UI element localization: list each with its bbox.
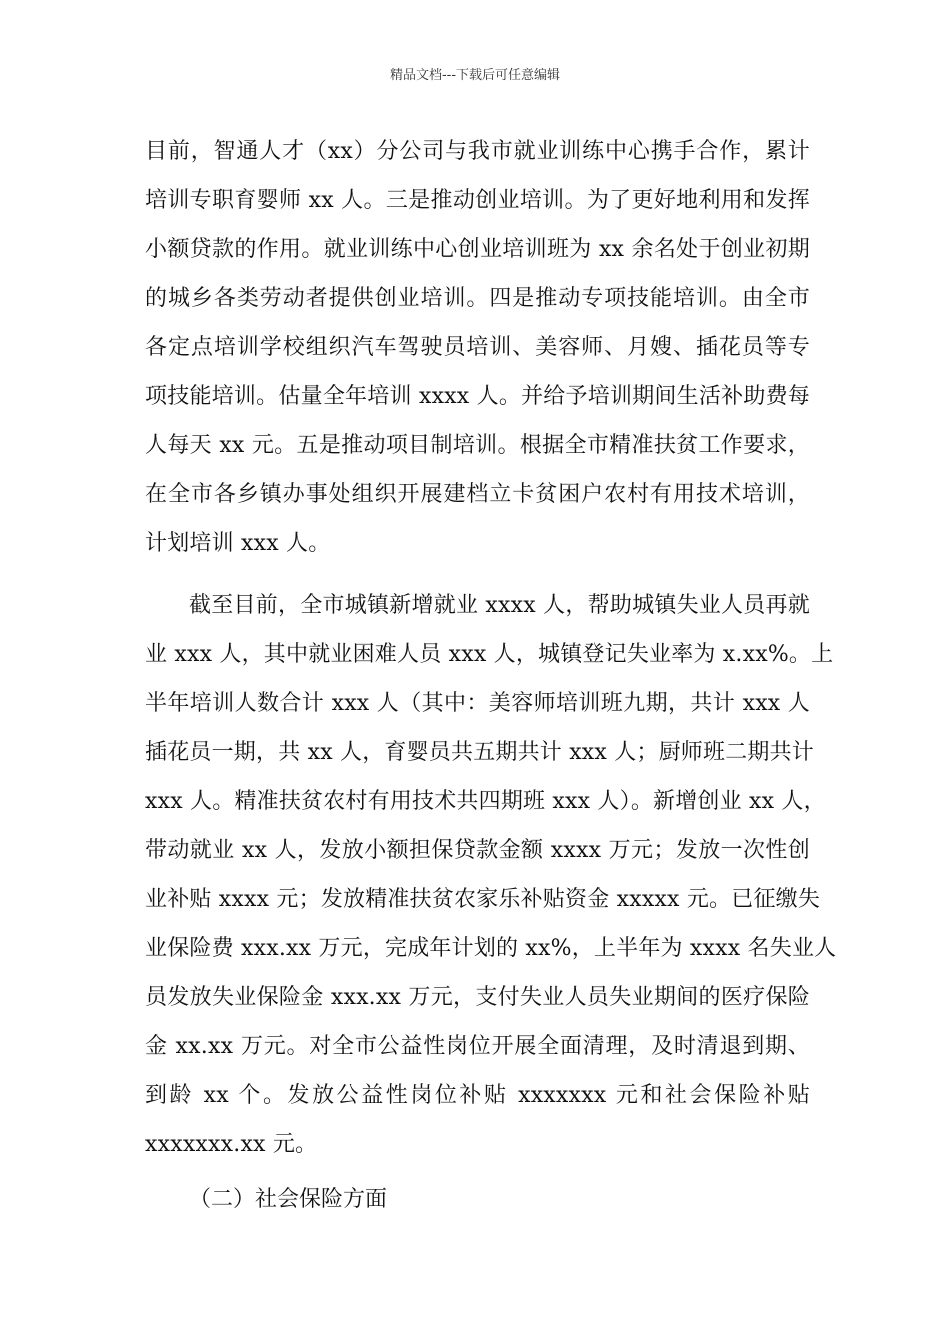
text-line: 业保险费 xxx.xx 万元，完成年计划的 xx%，上半年为 xxxx 名失业人 (145, 936, 837, 961)
text-line: xxxxxxx.xx 元。 (145, 1132, 318, 1157)
paragraph-2 (145, 581, 837, 1169)
text-line: 的城乡各类劳动者提供创业培训。四是推动专项技能培训。由全市 (145, 286, 810, 311)
text-line: 在全市各乡镇办事处组织开展建档立卡贫困户农村有用技术培训， (145, 482, 810, 507)
text-line: 插花员一期，共 xx 人，育婴员共五期共计 xxx 人；厨师班二期共计 (145, 740, 815, 765)
text-line: 培训专职育婴师 xx 人。三是推动创业培训。为了更好地利用和发挥 (145, 188, 810, 213)
text-line: 业补贴 xxxx 元；发放精准扶贫农家乐补贴资金 xxxxx 元。已征缴失 (145, 887, 821, 912)
text-line: 计划培训 xxx 人。 (145, 531, 331, 556)
document-body (145, 127, 837, 1169)
text-line: 各定点培训学校组织汽车驾驶员培训、美容师、月嫂、插花员等专 (145, 335, 810, 360)
text-line: xxx 人。精准扶贫农村有用技术共四期班 xxx 人）。新增创业 xx 人， (145, 789, 826, 814)
text-line: 带动就业 xx 人，发放小额担保贷款金额 xxxx 万元；发放一次性创 (145, 838, 810, 863)
text-line: 到龄 xx 个。发放公益性岗位补贴 xxxxxxx 元和社会保险补贴 (145, 1083, 810, 1108)
text-line: 截至目前，全市城镇新增就业 xxxx 人，帮助城镇失业人员再就 (189, 593, 810, 618)
text-line: 半年培训人数合计 xxx 人（其中：美容师培训班九期，共计 xxx 人 (145, 691, 810, 716)
text-line: 金 xx.xx 万元。对全市公益性岗位开展全面清理，及时清退到期、 (145, 1034, 810, 1059)
text-line: 人每天 xx 元。五是推动项目制培训。根据全市精准扶贫工作要求， (145, 433, 810, 458)
text-line: 目前，智通人才（xx）分公司与我市就业训练中心携手合作，累计 (145, 139, 810, 164)
page-header: 精品文档---下载后可任意编辑 (389, 68, 561, 83)
text-line: 员发放失业保险金 xxx.xx 万元，支付失业人员失业期间的医疗保险 (145, 985, 810, 1010)
section-heading: （二）社会保险方面 (189, 1187, 388, 1212)
text-line: 项技能培训。估量全年培训 xxxx 人。并给予培训期间生活补助费每 (145, 384, 810, 409)
text-line: 小额贷款的作用。就业训练中心创业培训班为 xx 余名处于创业初期 (145, 237, 810, 262)
text-line: 业 xxx 人，其中就业困难人员 xxx 人，城镇登记失业率为 x.xx%。上 (145, 642, 834, 667)
paragraph-1 (145, 127, 810, 568)
